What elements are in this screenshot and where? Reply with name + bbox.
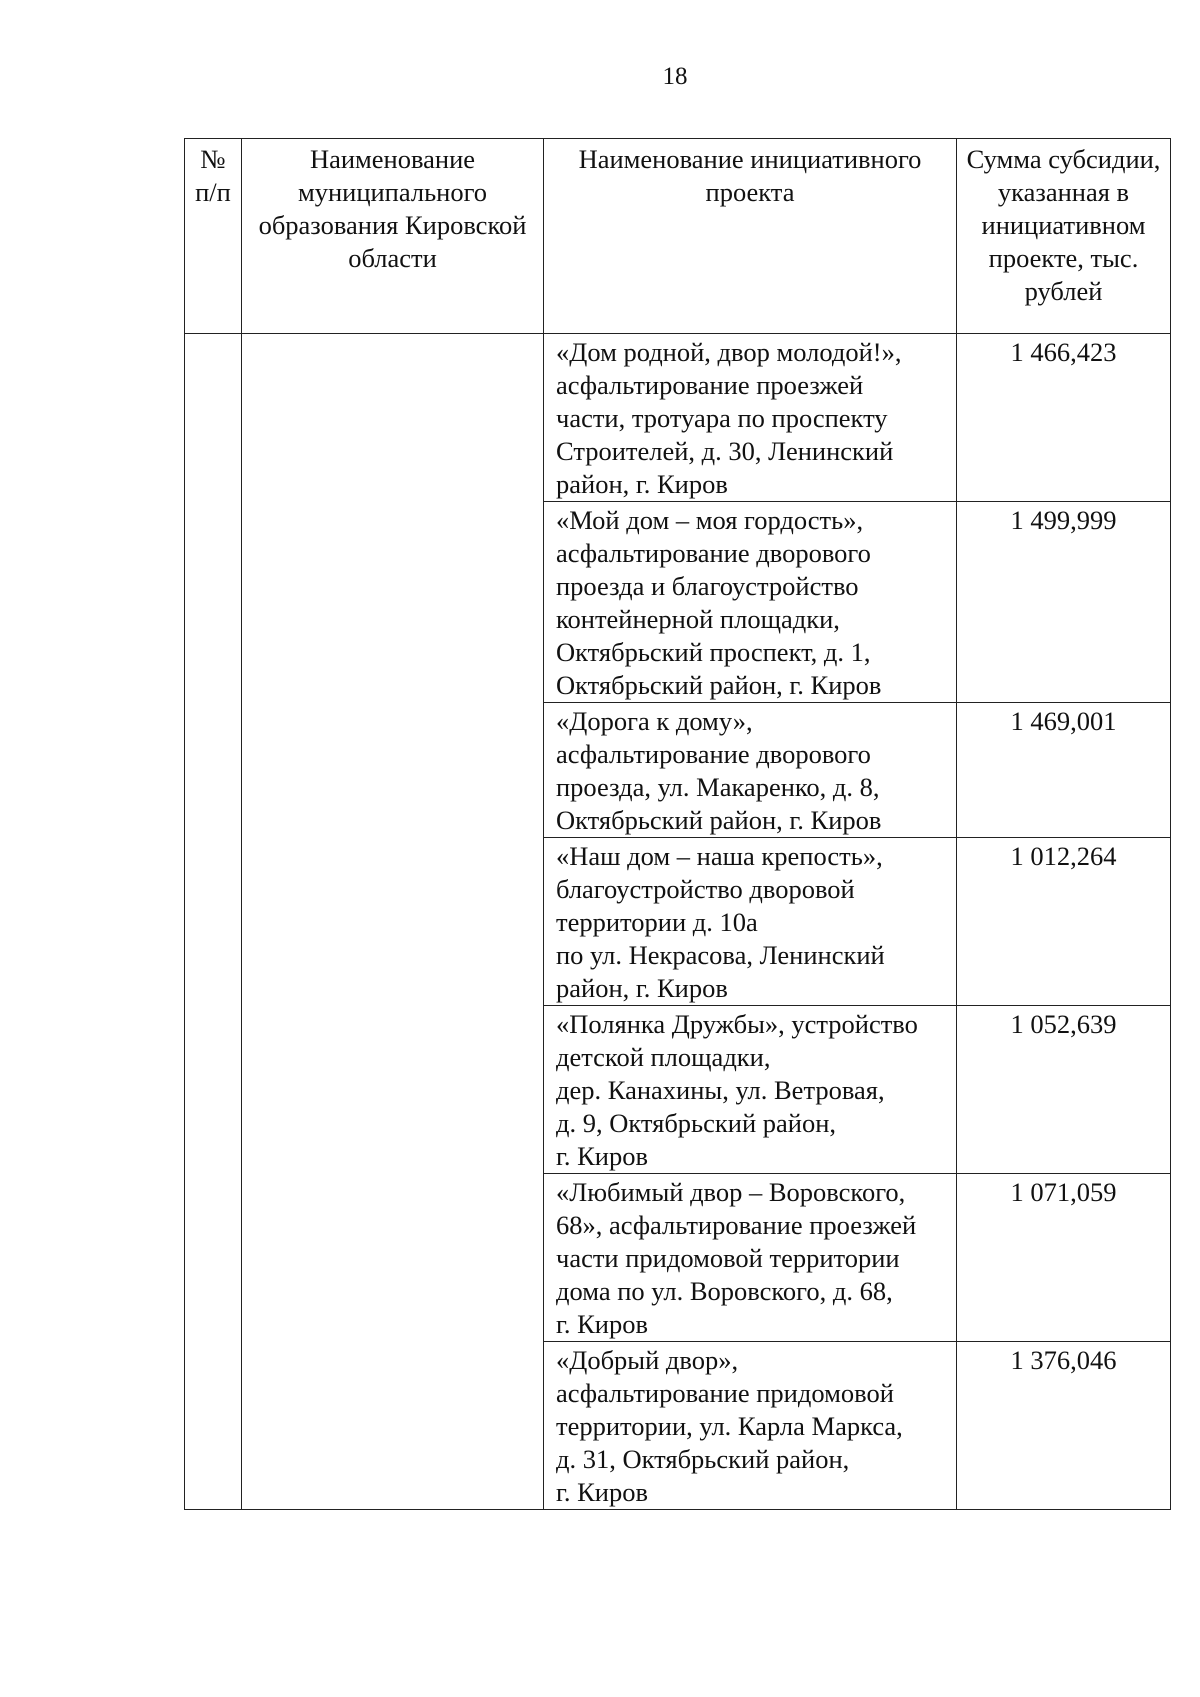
header-project: Наименование инициативного проекта — [544, 139, 957, 334]
cell-sum: 1 052,639 — [957, 1006, 1171, 1174]
cell-sum: 1 376,046 — [957, 1342, 1171, 1510]
header-sum: Сумма субсидии, указанная в инициативном проекте, тыс. рублей — [957, 139, 1171, 334]
cell-project: «Полянка Дружбы», устройство детской площадки, дер. Канахины, ул. Ветровая, д. 9, Октябрьский район, г. Киров — [544, 1006, 957, 1174]
cell-sum: 1 466,423 — [957, 334, 1171, 502]
cell-project: «Дом родной, двор молодой!», асфальтирование проезжей части, тротуара по проспекту Строителей, д. 30, Ленинский район, г. Киров — [544, 334, 957, 502]
cell-project: «Наш дом – наша крепость», благоустройство дворовой территории д. 10а по ул. Некрасова, Ленинский район, г. Киров — [544, 838, 957, 1006]
cell-sum: 1 012,264 — [957, 838, 1171, 1006]
table-body — [185, 334, 1171, 1510]
cell-sum: 1 499,999 — [957, 502, 1171, 703]
page-number: 18 — [662, 63, 688, 90]
header-municipality: Наименование муниципального образования Кировской области — [242, 139, 544, 334]
cell-municipality-merged — [242, 334, 544, 1510]
cell-sum: 1 071,059 — [957, 1174, 1171, 1342]
subsidy-table — [184, 138, 1171, 1510]
cell-project: «Добрый двор», асфальтирование придомовой территории, ул. Карла Маркса, д. 31, Октябрьский район, г. Киров — [544, 1342, 957, 1510]
cell-project: «Дорога к дому», асфальтирование дворового проезда, ул. Макаренко, д. 8, Октябрьский район, г. Киров — [544, 703, 957, 838]
table-header-row — [185, 139, 1171, 334]
cell-sum: 1 469,001 — [957, 703, 1171, 838]
table-row — [185, 334, 1171, 502]
header-num: № п/п — [185, 139, 242, 334]
cell-project: «Мой дом – моя гордость», асфальтирование дворового проезда и благоустройство контейнерной площадки, Октябрьский проспект, д. 1, Октябрьский район, г. Киров — [544, 502, 957, 703]
cell-project: «Любимый двор – Воровского, 68», асфальтирование проезжей части придомовой территории дома по ул. Воровского, д. 68, г. Киров — [544, 1174, 957, 1342]
cell-num-merged — [185, 334, 242, 1510]
